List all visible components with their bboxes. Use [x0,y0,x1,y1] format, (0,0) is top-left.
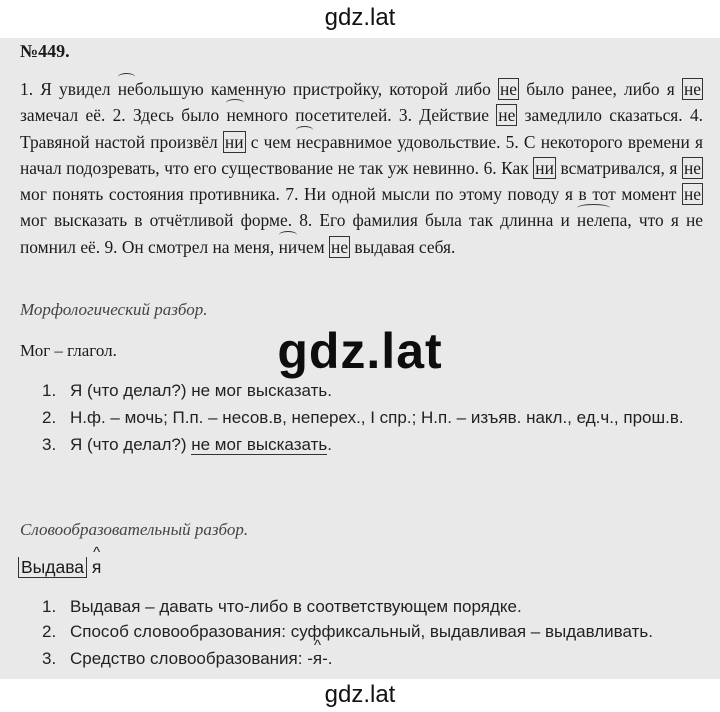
morph-item [42,405,692,430]
prefix-mark: ни [279,234,298,260]
item-text: Н.ф. – мочь; П.п. – несов.в, неперех., I спр.; Н.п. – изъяв. накл., ед.ч., прош.в. [70,408,684,427]
watermark-bottom: gdz.lat [324,681,396,708]
particle-box: не [683,184,701,205]
particle-box: не [331,236,349,257]
particle-box: ни [535,157,554,178]
text-part: 1. Я увидел [20,79,118,99]
word-item [42,646,692,671]
text-part: па, что я не помнил её. 9. Он смотрел на меня, [20,210,703,257]
stem-frame: Выдава [18,557,87,578]
word-list [42,594,692,671]
text-part: чем [297,236,330,257]
text-part: выдавая себя. [350,236,456,257]
particle-box: не [500,79,518,99]
item-text: Способ словообразования: суффиксальный, выдавливая – выдавливать. [70,622,653,641]
word-heading: Словообразовательный разбор. [20,520,249,539]
text-part: сравнимое удовольствие. 5. С некоторого времени я начал подозревать, что его существование не так уж невинно. 6. Как [20,131,704,178]
word-scheme [18,557,101,578]
item-text: -. [322,649,333,668]
particle-box: не [683,79,701,99]
morph-heading: Морфологический разбор. [20,300,208,319]
particle-box: не [498,105,516,126]
item-number: 2. [42,622,57,641]
task-text [20,76,703,260]
item-text: Я (что делал?) [70,435,192,454]
root-mark: неле [577,207,610,233]
task-number: №449. [20,41,70,61]
text-part: замедлило сказаться. 4. Травяной настой произвёл [20,105,704,152]
morph-list [42,378,692,457]
watermark-top: gdz.lat [324,4,396,31]
prefix-mark: не [118,76,135,102]
suffix-mark: ^ я [92,557,101,578]
text-part: с чем [245,131,297,152]
text-part: мог понять состояния противника. 7. Ни одной мысли по этому поводу я в тот момент [20,184,682,205]
item-text: Средство словообразования: - [70,649,313,668]
prefix-mark: не [296,129,313,155]
text-part: большую каменную пристройку, которой либо [134,79,498,99]
item-number: 3. [42,435,57,454]
text-part: много посетителей. 3. Действие [243,105,497,126]
text-part: мог высказать в отчётливой форме. 8. Его фамилия была так длинна и [20,210,577,231]
item-text: . [327,435,332,454]
word-item [42,594,692,619]
morph-item [42,378,692,403]
item-number: 1. [42,381,57,400]
predicate-underline: не мог высказать [191,435,328,454]
morph-word-line: Мог – глагол. [20,341,117,360]
particle-box: не [683,157,702,178]
text-part: было ранее, либо я [519,79,682,99]
item-text: Выдавая – давать что-либо в соответствующем порядке. [70,597,522,616]
word-item [42,619,692,644]
item-number: 1. [42,597,57,616]
item-number: 3. [42,649,57,668]
prefix-mark: не [226,102,243,128]
text-part: замечал её. 2. Здесь было [20,105,227,126]
watermark-center: gdz.lat [277,323,443,379]
text-part: всматривался, я [555,157,682,178]
item-number: 2. [42,408,57,427]
item-text: Я (что делал?) не мог высказать. [70,381,332,400]
morph-item [42,432,692,457]
particle-box: ни [224,131,244,152]
suffix-mark: ^ я [313,646,322,671]
